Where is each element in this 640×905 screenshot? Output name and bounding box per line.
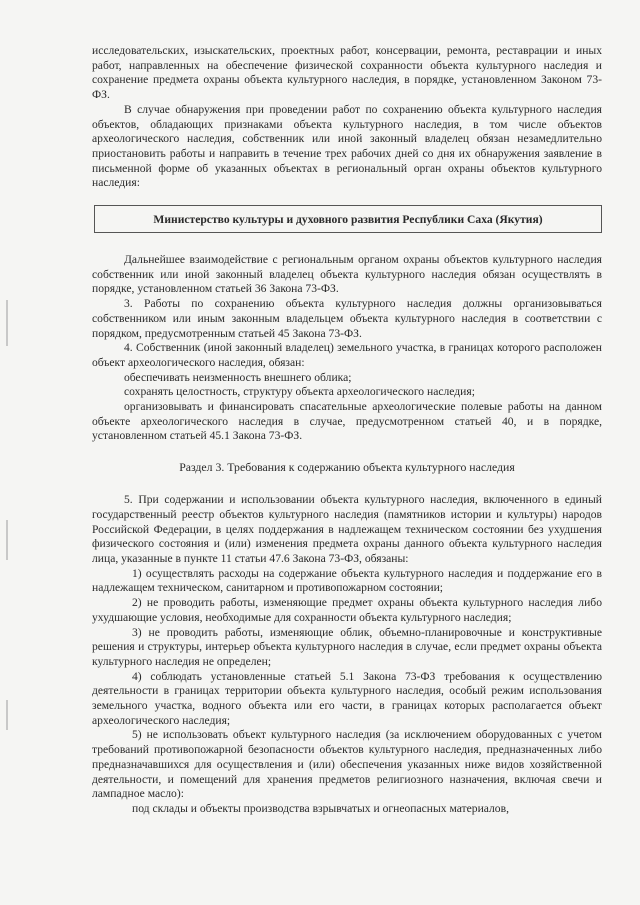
paragraph: организовывать и финансировать спасательные археологические полевые работы на данном объекте археологического наследия в случае, предусмотренном статьей 40, и в порядке, установленном статьей 45.1 Закона 73-ФЗ. — [92, 400, 602, 443]
authority-box: Министерство культуры и духовного развития Республики Саха (Якутия) — [94, 205, 602, 233]
scan-edge-mark — [6, 300, 8, 346]
list-item: 4) соблюдать установленные статьей 5.1 Закона 73-ФЗ требования к осуществлению деятельности в границах территории объекта культурного наследия, особый режим использования земельного участка, водного объекта или его части, в границах которых располагается объект археологического наследия; — [92, 669, 602, 727]
paragraph: 5. При содержании и использовании объекта культурного наследия, включенного в единый государственный реестр объектов культурного наследия (памятников истории и культуры) народов Российской Федерации, в целях поддержания в надлежащем техническом состоянии без ухудшения физического состояния и (или) изменения предмета охраны данного объекта культурного наследия лица, указанные в пункте 11 статьи 47.6 Закона 73-ФЗ, обязаны: — [92, 493, 602, 565]
paragraph: 3. Работы по сохранению объекта культурного наследия должны организовываться собственником или иным законным владельцем объекта культурного наследия в соответствии с порядком, предусмотренным статьей 45 Закона 73-ФЗ. — [92, 297, 602, 340]
paragraph: обеспечивать неизменность внешнего облика; — [124, 370, 352, 384]
section-heading: Раздел 3. Требования к содержанию объекта культурного наследия — [179, 460, 515, 475]
scan-edge-mark — [6, 700, 8, 730]
list-item: 5) не использовать объект культурного наследия (за исключением оборудованных с учетом требований противопожарной безопасности объектов культурного наследия, предназначенных либо предназначавшихся для осуществления и (или) обеспечения указанных ниже видов хозяйственной деятельности, и помещений для хранения предметов религиозного назначения, включая свечи и лампадное масло): — [92, 728, 602, 801]
paragraph: Дальнейшее взаимодействие с региональным органом охраны объектов культурного наследия собственник или иной законный владелец объекта культурного наследия обязан осуществлять в порядке, установленном статьей 36 Закона 73-ФЗ. — [92, 253, 602, 296]
paragraph: В случае обнаружения при проведении работ по сохранению объекта культурного наследия объектов, обладающих признаками объекта культурного наследия, в том числе объектов археологического наследия, собственник или иной законный владелец обязан незамедлительно приостановить работы и направить в течение трех рабочих дней со дня их обнаружения заявление в письменной форме об указанных объектах в региональный орган охраны объектов культурного наследия: — [92, 102, 602, 190]
scan-edge-mark — [6, 520, 8, 560]
list-item: под склады и объекты производства взрывчатых и огнеопасных материалов, — [132, 801, 509, 815]
paragraph: 4. Собственник (иной законный владелец) земельного участка, в границах которого расположен объект археологического наследия, обязан: — [92, 341, 602, 369]
list-item: 1) осуществлять расходы на содержание объекта культурного наследия и поддержание его в надлежащем техническом, санитарном и противопожарном состоянии; — [92, 566, 602, 595]
list-item: 3) не проводить работы, изменяющие облик, объемно-планировочные и конструктивные решения и структуры, интерьер объекта культурного наследия в случае, если предмет охраны объекта культурного наследия не определен; — [92, 625, 602, 668]
list-item: 2) не проводить работы, изменяющие предмет охраны объекта культурного наследия либо ухудшающие условия, необходимые для сохранности объекта культурного наследия; — [92, 596, 602, 624]
paragraph: исследовательских, изыскательских, проектных работ, консервации, ремонта, реставрации и иных работ, направленных на обеспечение физической сохранности объекта культурного наследия и сохранение предмета охраны объекта культурного наследия, в порядке, установленном Законом 73-ФЗ. — [92, 44, 602, 102]
paragraph: сохранять целостность, структуру объекта археологического наследия; — [124, 385, 475, 399]
